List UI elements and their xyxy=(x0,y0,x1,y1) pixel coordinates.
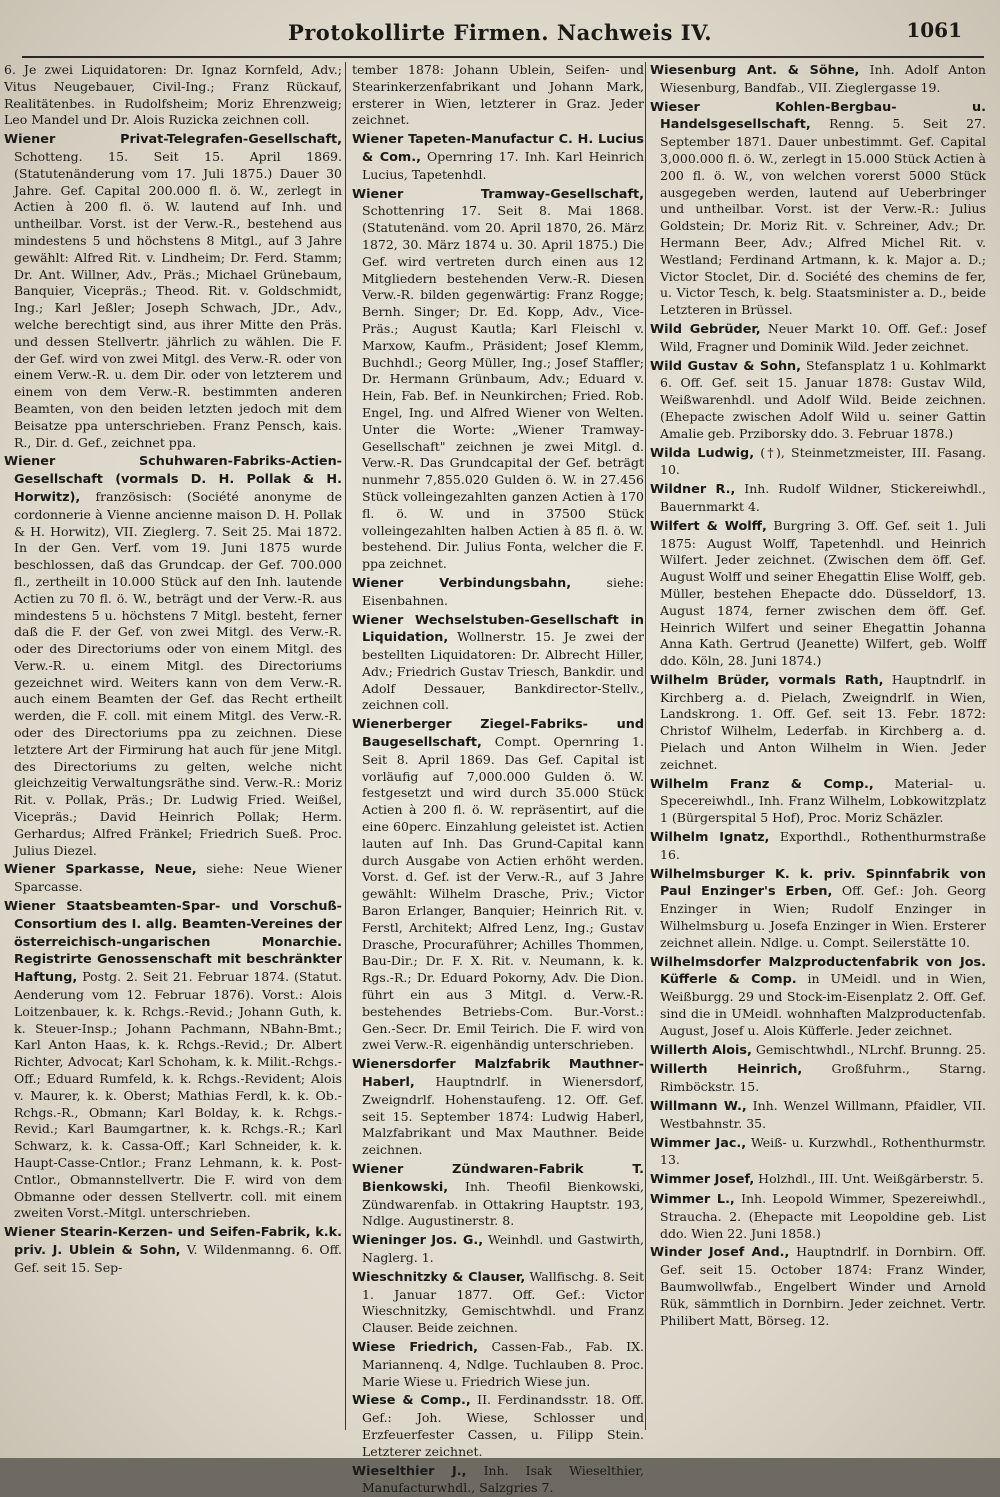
firm-name: Wilhelm Franz & Comp., xyxy=(650,776,874,792)
firm-name: Willerth Alois, xyxy=(650,1042,752,1058)
firm-entry xyxy=(648,829,986,864)
running-title: Protokollirte Firmen. Nachweis IV. xyxy=(287,20,713,45)
firm-details: Wollnerstr. 15. Je zwei der bestellten Liquidatoren: Dr. Albrecht Hiller, Adv.; Friedrich Gustav Triesch, Bankdir. und Adolf Dessauer, Bankdirector-Stellv., zeichnen coll. xyxy=(362,629,644,713)
firm-name: Wild Gustav & Sohn, xyxy=(650,358,802,374)
firm-details: Holzhdl., III. Unt. Weißgärberstr. 5. xyxy=(754,1171,984,1187)
firm-entry xyxy=(648,62,986,97)
firm-name: Wimmer Josef, xyxy=(650,1172,755,1188)
firm-entry xyxy=(350,1161,644,1230)
firm-name: Wimmer L., xyxy=(650,1192,735,1207)
firm-entry xyxy=(350,1339,644,1390)
firm-name: Wiener Wechselstuben-Gesellschaft in Liquidation, xyxy=(352,612,644,646)
page-header xyxy=(0,14,1000,54)
continued-entry-text: tember 1878: Johann Ublein, Seifen- und Stearinkerzenfabrikant und Johann Mark, ersterer in Wien, letzterer in Graz. Jeder zeichnet. xyxy=(352,62,644,128)
firm-entry xyxy=(350,1056,644,1159)
firm-details: Inh. Adolf Anton Wiesenburg, Bandfab., VII. Zieglergasse 19. xyxy=(660,62,986,95)
firm-name: Wilhelmsdorfer Malzproductenfabrik von Jos. Küfferle & Comp. xyxy=(650,954,986,988)
firm-name: Wild Gebrüder, xyxy=(650,321,761,337)
firm-details: in UMeidl. und in Wien, Weißburgg. 29 und Stock-im-Eisenplatz 2. Off. Gef. sind die in UMeidl. wohnhaften Malzproductenfab. August, Josef u. Alois Küfferle. Jeder zeichnet. xyxy=(660,971,986,1038)
firm-name: Wiener Tapeten-Manufactur C. H. Lucius & Com., xyxy=(352,132,644,165)
firm-entry xyxy=(2,453,342,859)
firm-details: (†), Steinmetzmeister, III. Fasang. 10. xyxy=(660,444,986,478)
firm-entry xyxy=(648,358,986,443)
firm-details: Inh. Leopold Wimmer, Spezereiwhdl., Straucha. 2. (Ehepacte mit Leopoldine geb. List ddo. Wien 22. Juni 1858.) xyxy=(660,1191,986,1241)
firm-entry xyxy=(648,481,986,516)
column-divider xyxy=(645,62,646,1430)
firm-name: Wieser Kohlen-Bergbau- u. Handelsgesellschaft, xyxy=(650,99,986,133)
firm-name: Wiener Schuhwaren-Fabriks-Actien-Gesellschaft (vormals D. H. Pollak & H. Horwitz), xyxy=(4,454,342,505)
firm-name: Wiener Verbindungsbahn, xyxy=(352,575,572,591)
firm-entry xyxy=(350,1463,644,1497)
firm-entry xyxy=(648,1098,986,1133)
firm-details: Off. Gef.: Joh. Georg Enzinger in Wien; Rudolf Enzinger in Wilhelmsburg u. Josefa Enzinger in Wien. Ersterer zeichnet allein. Ndlge. u. Compt. Seilerstätte 10. xyxy=(660,883,986,950)
header-rule xyxy=(22,56,984,58)
firm-name: Wiener Zündwaren-Fabrik T. Bienkowski, xyxy=(352,1162,644,1195)
firm-details: Cassen-Fab., Fab. IX. Mariannenq. 4, Ndlge. Tuchlauben 8. Proc. Marie Wiese u. Friedrich Wiese jun. xyxy=(362,1338,644,1389)
firm-name: Wieselthier J., xyxy=(352,1463,467,1479)
firm-name: Wiese & Comp., xyxy=(352,1393,471,1409)
firm-details: Weinhdl. und Gastwirth, Naglerg. 1. xyxy=(362,1232,644,1265)
firm-name: Wieschnitzky & Clauser, xyxy=(352,1269,526,1285)
firm-entry xyxy=(648,321,986,356)
firm-details: Opernring 17. Inh. Karl Heinrich Lucius, Tapetenhdl. xyxy=(362,148,645,182)
firm-entry xyxy=(350,575,644,610)
firm-details: Schotteng. 15. Seit 15. April 1869. (Statutenänderung vom 17. Juli 1875.) Dauer 30 Jahre. Gef. Capital 200.000 fl. ö. W., zerlegt in Actien à 200 fl. ö. W. lautend auf Inh. und untheilbar. Vorst. ist der Verw.-R., bestehend aus mindestens 5 und höchstens 8 Mitgl., auf 3 Jahre gewählt: Alfred Rit. v. Lindheim; Dr. Ferd. Stamm; Dr. Ant. Willner, Adv., Präs.; Michael Grünebaum, Banquier, Vicepräs.; Theod. Rit. v. Goldschmidt, Ing.; Karl Jeßler; Joseph Schwach, JDr., Adv., welche berechtigt sind, aus ihrer Mitte den Präs. und dessen Stellvertr. jährlich zu wählen. Die F. der Gef. wird von zwei Mitgl. des Verw.-R. oder von einem Verw.-R. u. dem Dir. oder von letzterem und einem von dem Verw.-R. bestimmten anderen Beamten, von den beiden letzten jedoch mit dem Beisatze ppa unterschrieben. Franz Pensch, kais. R., Dir. d. Gef., zeichnet ppa. xyxy=(14,148,342,450)
firm-details: siehe: Neue Wiener Sparcasse. xyxy=(14,861,342,895)
firm-details: Gemischtwhdl., NLrchf. Brunng. 25. xyxy=(751,1041,986,1057)
column-1 xyxy=(2,62,342,1432)
firm-entry xyxy=(2,1224,342,1276)
firm-details: Hauptndrlf. in Dornbirn. Off. Gef. seit 15. October 1874: Franz Winder, Baumwollwfab., Engelbert Winder und Arnold Rük, sämmtlich in Dornbirn. Jeder zeichnet. Vertr. Philibert Matt, Börseg. 12. xyxy=(660,1244,986,1328)
firm-name: Willmann W., xyxy=(650,1099,747,1115)
firm-entry xyxy=(648,1171,986,1189)
firm-details: Postg. 2. Seit 21. Februar 1874. (Statut. Aenderung vom 12. Februar 1876). Vorst.: Alois Loitzenbauer, k. k. Rchgs.-Revid.; Johann Guth, k. k. Steuer-Insp.; Johann Pachmann, NBahn-Bmt.; Karl Anton Haas, k. k. Rchgs.-Revid.; Dr. Albert Richter, Advocat; Karl Schoham, k. k. Milit.-Rchgs.-Off.; Eduard Rumfeld, k. k. Rchgs.-Revident; Alois v. Maurer, k. k. Oberst; Mathias Ferdl, k. k. Ob.-Rchgs.-R., Obmann; Karl Bolday, k. k. Rchgs.-Revid.; Karl Baumgartner, k. k. Rchgs.-R.; Karl Schwarz, k. k. Cassa-Off.; Karl Schneider, k. k. Haupt-Casse-Cntlor.; Franz Lehmann, k. k. Post-Cntlor., Obmannstellvertr. Die F. wird von dem Obmanne oder dessen Stellvertr. coll. mit einem zweiten Vorst.-Mitgl. unterschrieben. xyxy=(14,969,342,1221)
firm-entry xyxy=(648,672,986,774)
firm-name: Wienersdorfer Malzfabrik Mauthner-Haberl, xyxy=(352,1057,644,1091)
firm-entry xyxy=(648,1191,986,1242)
firm-entry xyxy=(648,518,986,670)
firm-entry xyxy=(350,1392,644,1460)
firm-details: Großfuhrm., Starng. Rimböckstr. 15. xyxy=(660,1061,986,1095)
firm-name: Wilhelm Ignatz, xyxy=(650,830,770,846)
firm-entry xyxy=(648,954,986,1040)
firm-entry xyxy=(648,1042,986,1060)
column-divider xyxy=(345,62,346,1430)
firm-details: V. Wildenmanng. 6. Off. Gef. seit 15. Sep- xyxy=(14,1241,343,1275)
firm-name: Wiener Privat-Telegrafen-Gesellschaft, xyxy=(4,132,342,148)
firm-entry xyxy=(2,898,342,1222)
firm-name: Wilhelmsburger K. k. priv. Spinnfabrik von Paul Enzinger's Erben, xyxy=(650,866,986,900)
firm-entry xyxy=(648,776,986,827)
firm-details: Burgring 3. Off. Gef. seit 1. Juli 1875: August Wolff, Tapetenhdl. und Heinrich Wilfert. Jeder zeichnet. (Zwischen dem öff. Gef. August Wolff und seiner Ehegattin Elise Wolff, geb. Müller, bestehen Ehepacte ddo. Düsseldorf, 13. August 1874, ferner zwischen dem öff. Gef. Heinrich Wilfert und seiner Ehegattin Johanna Anna Kath. Gertrud (Jeanette) Wilfert, geb. Wolff ddo. Köln, 28. Juni 1874.) xyxy=(660,517,986,669)
firm-entry xyxy=(648,1061,986,1096)
firm-entry xyxy=(350,131,644,183)
firm-name: Wiener Stearin-Kerzen- und Seifen-Fabrik, k.k. priv. J. Ublein & Sohn, xyxy=(4,1225,342,1258)
column-3 xyxy=(648,62,986,1432)
firm-entry xyxy=(2,131,342,451)
firm-entry xyxy=(648,445,986,480)
firm-entry xyxy=(648,1135,986,1170)
firm-entry xyxy=(350,1269,644,1337)
firm-name: Winder Josef And., xyxy=(650,1245,790,1261)
firm-name: Wiese Friedrich, xyxy=(352,1339,479,1355)
firm-details: Compt. Opernring 1. Seit 8. April 1869. Das Gef. Capital ist vorläufig auf 7,000.000 Gulden ö. W. festgesetzt und wird durch 35.000 Stück Actien à 200 fl. ö. W. repräsentirt, auf die eine 60perc. Einzahlung geleistet ist. Actien lauten auf Inh. Das Grund-Capital kann durch Ausgabe von Actien erhöht werden. Vorst. d. Gef. ist der Verw.-R., auf 3 Jahre gewählt: Wilhelm Drasche, Priv.; Victor Baron Erlanger, Banquier; Heinrich Rit. v. Ferstl, Architekt; Alfred Lenz, Ing.; Gustav Drasche, Procuraführer; Achilles Thommen, Bau-Dir.; Dr. F. X. Rit. v. Neumann, k. k. Rgs.-R.; Dr. Eduard Pokorny, Adv. Die Dion. führt ein aus 3 Mitgl. d. Verw.-R. bestehendes Betriebs-Com. Bur.-Vorst.: Gen.-Secr. Dr. Emil Teirich. Die F. wird von zwei Verw.-R. eigenhändig unterschrieben. xyxy=(362,734,644,1053)
firm-details: Weiß- u. Kurzwhdl., Rothenthurmstr. 13. xyxy=(660,1134,986,1168)
firm-entry xyxy=(648,866,986,952)
firm-entry xyxy=(350,716,644,1054)
firm-details: Exporthdl., Rothenthurmstraße 16. xyxy=(660,829,986,862)
firm-details: Inh. Theofil Bienkowski, Zündwarenfab. in Ottakring Hauptstr. 193, Ndlge. Augustinerstr. 8. xyxy=(362,1178,644,1229)
firm-name: Wieninger Jos. G., xyxy=(352,1233,484,1249)
firm-name: Wienerberger Ziegel-Fabriks- und Baugesellschaft, xyxy=(352,717,644,751)
firm-details: französisch: (Société anonyme de cordonnerie à Vienne ancienne maison D. H. Pollak & H. Horwitz), VII. Zieglerg. 7. Seit 25. Mai 1872. In der Gen. Verf. vom 19. Juni 1875 wurde beschlossen, daß das Grundcap. der Gef. 700.000 fl., zertheilt in 10.000 Stück auf den Inh. lautende Actien zu 70 fl. ö. W., beträgt und der Verw.-R. aus mindestens 5 u. höchstens 7 Mitgl. besteht, ferner daß die F. der Gef. von zwei Mitgl. des Verw.-R. oder des Directoriums oder von einem Mitgl. des Verw.-R. u. einem Mitgl. des Directoriums gezeichnet wird. Weiters kann von dem Verw.-R. auch einem Beamten der Gef. das Recht ertheilt werden, die F. coll. mit einem Mitgl. des Verw.-R. oder des Directoriums ppa zu zeichnen. Diese letztere Art der Firmirung hat auch für jene Mitgl. des Directoriums zu gelten, welche nicht gleichzeitig Verwaltungsräthe sind. Verw.-R.: Moriz Rit. v. Pollak, Präs.; Dr. Ludwig Fried. Weißel, Vicepräs.; David Heinrich Pollak; Herm. Gerhardus; Alfred Fränkel; Friedrich Sueß. Proc. Julius Diezel. xyxy=(14,488,342,858)
firm-details: Hauptndrlf. in Kirchberg a. d. Pielach, Zweigndrlf. in Wien, Landskrong. 1. Off. Gef. seit 13. Febr. 1872: Christof Wilhelm, Lederfab. in Kirchberg a. d. Pielach und Anton Wilhelm in Wien. Jeder zeichnet. xyxy=(660,671,986,772)
page-number: 1061 xyxy=(906,18,962,42)
firm-name: Wiener Sparkasse, Neue, xyxy=(4,862,197,878)
firm-details: Renng. 5. Seit 27. September 1871. Dauer unbestimmt. Gef. Capital 3,000.000 fl. ö. W., zerlegt in 15.000 Stück Actien à 200 fl. ö. W., von welchen vorerst 5000 Stück ausgegeben werden, lautend auf Ueberbringer und untheilbar. Vorst. ist der Verw.-R.: Julius Goldstein; Dr. Moriz Rit. v. Schreiner, Adv.; Dr. Hermann Beer, Adv.; Alfred Michel Rit. v. Westland; Ferdinand Artmann, k. k. Major a. D.; Victor Stoclet, Dir. d. Société des chemins de fer, u. Victor Tesch, k. belg. Staatsminister a. D., beide Letzteren in Brüssel. xyxy=(660,116,986,318)
firm-details: Inh. Rudolf Wildner, Stickereiwhdl., Bauernmarkt 4. xyxy=(660,481,986,514)
column-2 xyxy=(350,62,645,1496)
firm-name: Wiener Tramway-Gesellschaft, xyxy=(352,186,644,202)
firm-details: siehe: Eisenbahnen. xyxy=(362,574,644,608)
firm-details: Hauptndrlf. in Wienersdorf, Zweigndrlf. Hohenstaufeng. 12. Off. Gef. seit 15. September 1874: Ludwig Haberl, Malzfabrikant und Max Mauthner. Beide zeichnen. xyxy=(362,1074,644,1158)
firm-entry xyxy=(648,1244,986,1329)
firm-details: Inh. Isak Wieselthier, Manufacturwhdl., Salzgries 7. xyxy=(362,1462,644,1496)
firm-entry xyxy=(350,612,644,715)
firm-entry xyxy=(648,99,986,319)
firm-entry xyxy=(2,861,342,896)
firm-name: Wildner R., xyxy=(650,482,736,498)
firm-details: Inh. Wenzel Willmann, Pfaidler, VII. Westbahnstr. 35. xyxy=(660,1098,986,1131)
firm-name: Wilda Ludwig, xyxy=(650,445,755,461)
firm-name: Willerth Heinrich, xyxy=(650,1062,803,1078)
firm-name: Wilfert & Wolff, xyxy=(650,518,767,534)
firm-details: Material- u. Specereiwhdl., Inh. Franz Wilhelm, Lobkowitzplatz 1 (Bürgerspital 5 Hof), Proc. Moriz Schäzler. xyxy=(660,775,986,826)
firm-details: Wallfischg. 8. Seit 1. Januar 1877. Off. Gef.: Victor Wieschnitzky, Gemischtwhdl. und Franz Clauser. Beide zeichnen. xyxy=(362,1268,644,1336)
firm-details: Neuer Markt 10. Off. Gef.: Josef Wild, Fragner und Dominik Wild. Jeder zeichnet. xyxy=(660,320,986,354)
firm-entry xyxy=(350,1232,644,1267)
firm-name: Wilhelm Brüder, vormals Rath, xyxy=(650,672,884,688)
firm-details: Schottenring 17. Seit 8. Mai 1868. (Statutenänd. vom 20. April 1870, 26. März 1872, 30. März 1874 u. 30. April 1875.) Die Gef. wird vertreten durch einen aus 12 Mitgliedern bestehenden Verw.-R. Diesen Verw.-R. bilden gegenwärtig: Franz Rogge; Bernh. Singer; Dr. Ed. Kopp, Adv., Vice-Präs.; August Kautla; Karl Fleischl v. Marxow, Kaufm., Präsident; Josef Klemm, Buchhdl.; Georg Müller, Ing.; Josef Staffler; Dr. Hermann Grünbaum, Adv.; Eduard v. Hein, Fab. Bef. in Neunkirchen; Fried. Rob. Engel, Ing. und Alfred Wiener von Welten. Unter die Worte: „Wiener Tramway-Gesellschaft" zeichnen je zwei Mitgl. d. Verw.-R. Das Grundcapital der Gef. beträgt nunmehr 7,855.020 Gulden ö. W. in 27.456 Stück volleingezahlten ganzen Actien à 170 fl. ö. W. und in 37500 Stück volleingezahlten halben Actien à 85 fl. ö. W. bestehend. Dir. Julius Fonta, welcher die F. ppa zeichnet. xyxy=(362,203,644,572)
firm-name: Wimmer Jac., xyxy=(650,1135,747,1151)
firm-name: Wiener Staatsbeamten-Spar- und Vorschuß-Consortium des I. allg. Beamten-Vereines der österreichisch-ungarischen Monarchie. Registrirte Genossenschaft mit beschränkter Haftung, xyxy=(4,899,342,986)
firm-details: II. Ferdinandsstr. 18. Off. Gef.: Joh. Wiese, Schlosser und Erzfeuerfester Cassen, u. Filipp Stein. Letzterer zeichnet. xyxy=(362,1392,645,1459)
firm-details: Stefansplatz 1 u. Kohlmarkt 6. Off. Gef. seit 15. Januar 1878: Gustav Wild, Weißwarenhdl. und Adolf Wild. Beide zeichnen. (Ehepacte zwischen Adolf Wild u. seiner Gattin Amalie geb. Prziborsky ddo. 3. Februar 1878.) xyxy=(660,357,986,441)
firm-name: Wiesenburg Ant. & Söhne, xyxy=(650,63,860,78)
firm-entry xyxy=(350,186,644,573)
continued-entry-text: 6. Je zwei Liquidatoren: Dr. Ignaz Kornfeld, Adv.; Vitus Neugebauer, Civil-Ing.; Franz Rückauf, Realitätenbes. in Rudolfsheim; Moriz Ehrenzweig; Leo Mandel und Dr. Alois Ruzicka zeichnen coll. xyxy=(4,62,342,128)
